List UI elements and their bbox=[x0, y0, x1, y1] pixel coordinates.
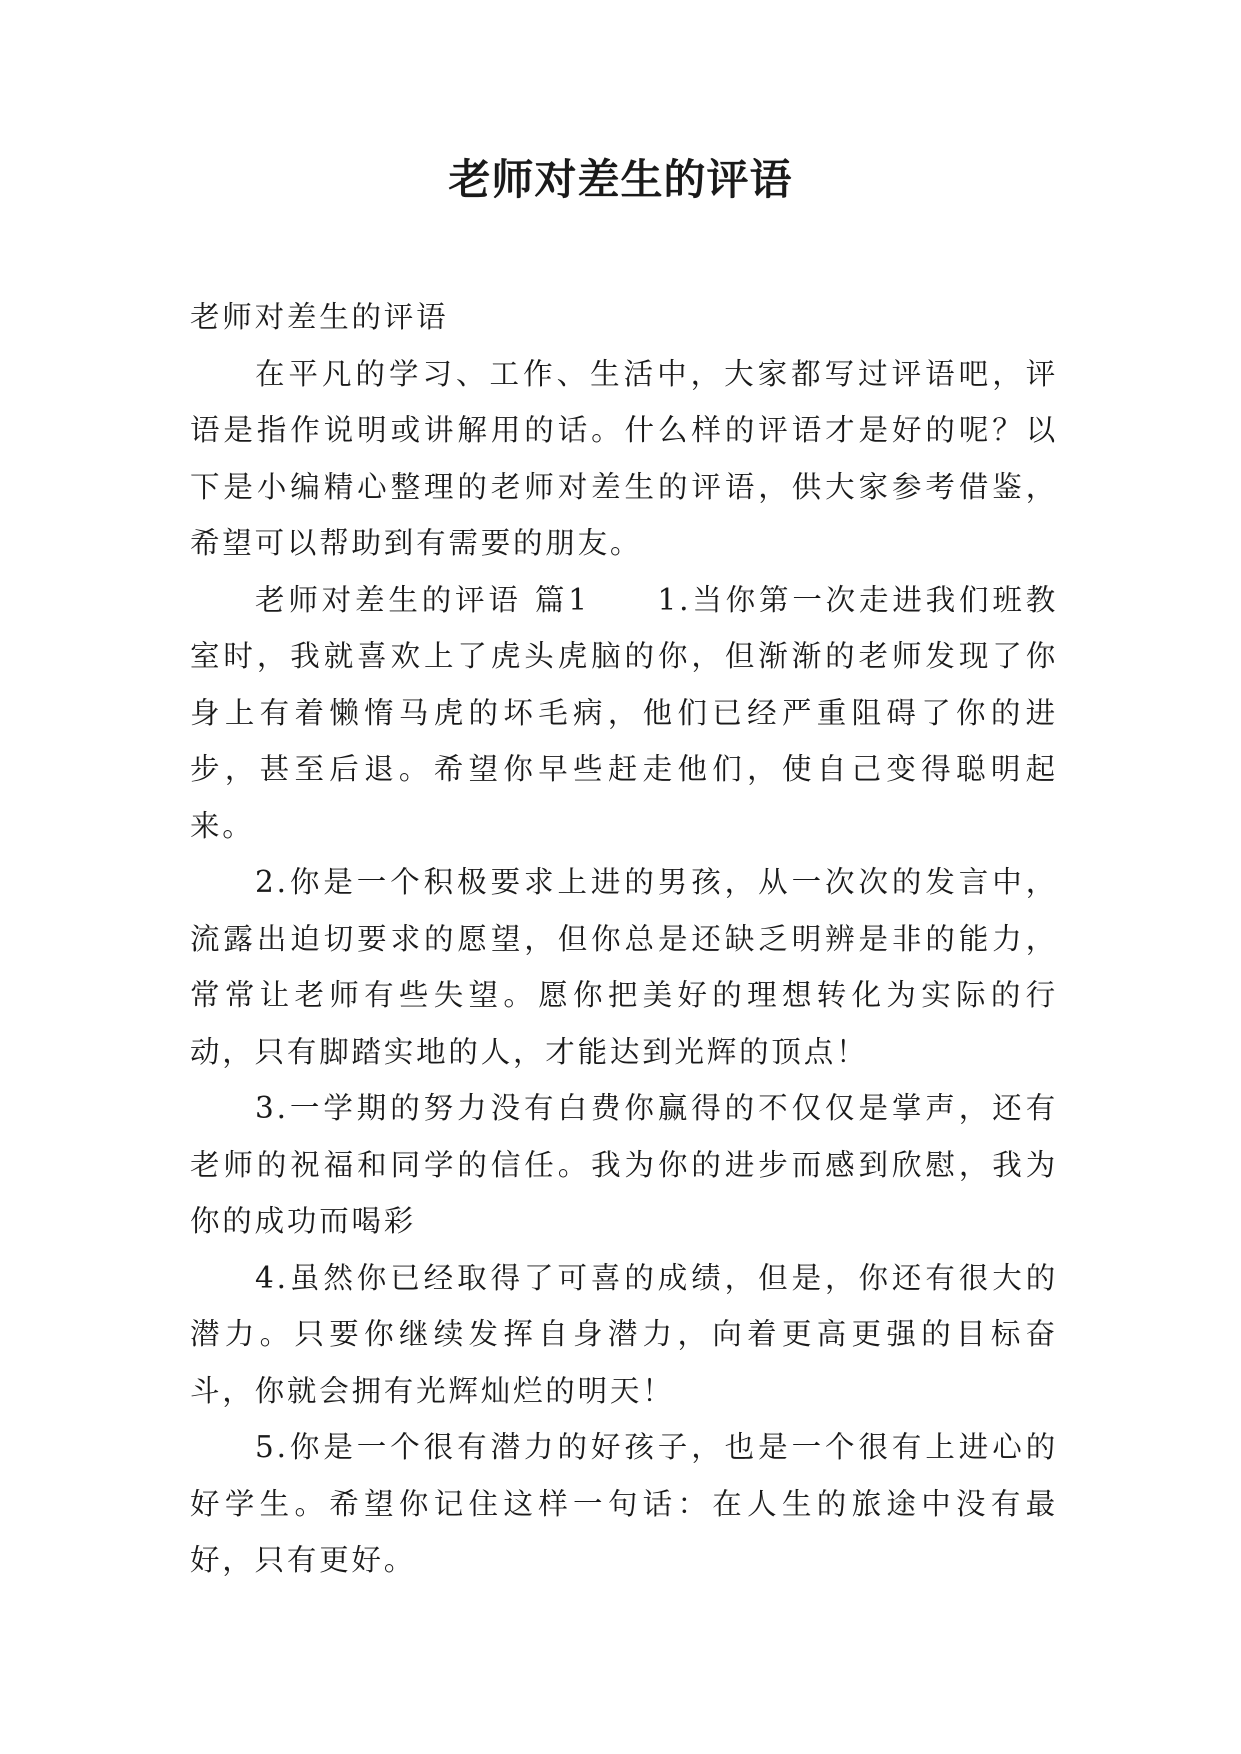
comment-paragraph-3: 3.一学期的努力没有白费你赢得的不仅仅是掌声，还有老师的祝福和同学的信任。我为你的进步而感到欣慰，我为你的成功而喝彩 bbox=[190, 1091, 1058, 1238]
comment-paragraph-1: 老师对差生的评语 篇1 1.当你第一次走进我们班教室时，我就喜欢上了虎头虎脑的你，但渐渐的老师发现了你身上有着懒惰马虎的坏毛病，他们已经严重阻碍了你的进步，甚至后退。希望你早些赶走他们，使自己变得聪明起来。 bbox=[190, 582, 1058, 843]
body-heading: 老师对差生的评语 bbox=[190, 300, 449, 334]
comment-paragraph-2: 2.你是一个积极要求上进的男孩，从一次次的发言中，流露出迫切要求的愿望，但你总是还缺乏明辨是非的能力，常常让老师有些失望。愿你把美好的理想转化为实际的行动，只有脚踏实地的人，才能达到光辉的顶点！ bbox=[190, 865, 1058, 1069]
intro-paragraph: 在平凡的学习、工作、生活中，大家都写过评语吧，评语是指作说明或讲解用的话。什么样的评语才是好的呢？以下是小编精心整理的老师对差生的评语，供大家参考借鉴，希望可以帮助到有需要的朋友。 bbox=[190, 356, 1058, 560]
document-body bbox=[190, 289, 1058, 1589]
comment-paragraph-5: 5.你是一个很有潜力的好孩子，也是一个很有上进心的好学生。希望你记住这样一句话：在人生的旅途中没有最好，只有更好。 bbox=[190, 1430, 1058, 1577]
comment-paragraph-4: 4.虽然你已经取得了可喜的成绩，但是，你还有很大的潜力。只要你继续发挥自身潜力，向着更高更强的目标奋斗，你就会拥有光辉灿烂的明天！ bbox=[190, 1260, 1058, 1408]
document-title: 老师对差生的评语 bbox=[448, 155, 793, 204]
